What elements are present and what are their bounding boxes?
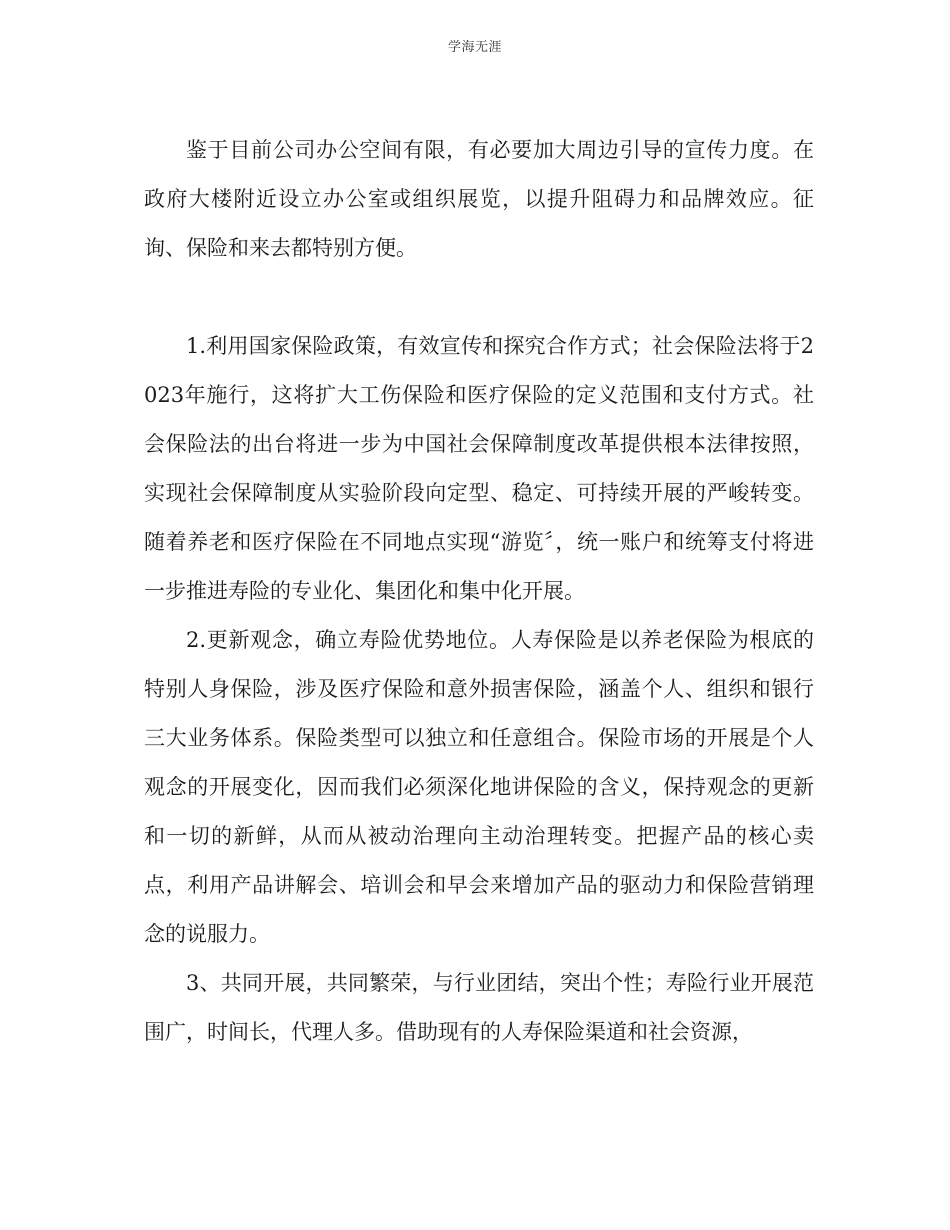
paragraph-intro: 鉴于目前公司办公空间有限，有必要加大周边引导的宣传力度。在政府大楼附近设立办公室或组织展览，以提升阻碍力和品牌效应。征询、保险和来去都特别方便。 <box>144 138 814 260</box>
document-body <box>144 126 814 1057</box>
paragraph-item-3: 3、共同开展，共同繁荣，与行业团结，突出个性；寿险行业开展范围广，时间长，代理人多。借助现有的人寿保险渠道和社会资源， <box>144 971 814 1044</box>
paragraph-item-2: 2.更新观念，确立寿险优势地位。人寿保险是以养老保险为根底的特别人身保险，涉及医疗保险和意外损害保险，涵盖个人、组织和银行三大业务体系。保险类型可以独立和任意组合。保险市场的开展是个人观念的开展变化，因而我们必须深化地讲保险的含义，保持观念的更新和一切的新鲜，从而从被动治理向主动治理转变。把握产品的核心卖点，利用产品讲解会、培训会和早会来增加产品的驱动力和保险营销理念的说服力。 <box>144 628 814 946</box>
paragraph-gap <box>144 273 814 322</box>
page-header: 学海无涯 <box>447 40 502 55</box>
paragraph-item-1: 1.利用国家保险政策，有效宣传和探究合作方式；社会保险法将于2023年施行，这将扩大工伤保险和医疗保险的定义范围和支付方式。社会保险法的出台将进一步为中国社会保障制度改革提供根本法律按照，实现社会保障制度从实验阶段向定型、稳定、可持续开展的严峻转变。随着养老和医疗保险在不同地点实现“游览〞，统一账户和统筹支付将进一步推进寿险的专业化、集团化和集中化开展。 <box>144 334 814 603</box>
